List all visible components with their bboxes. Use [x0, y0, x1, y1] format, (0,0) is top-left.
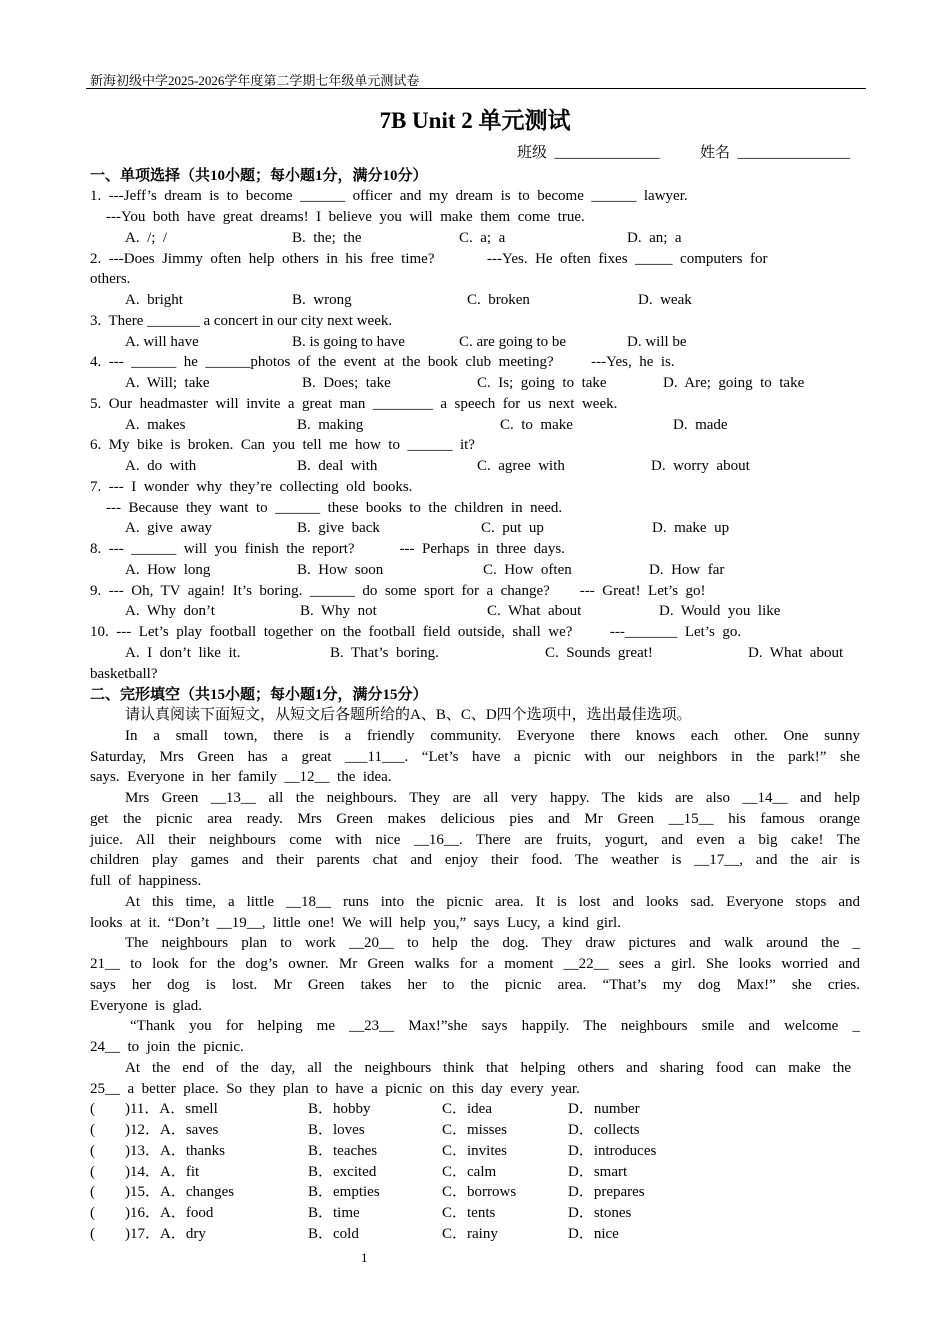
- q9-option-a[interactable]: A. Why don’t: [125, 603, 215, 619]
- q5-option-b[interactable]: B. making: [297, 417, 364, 433]
- cloze-q14-option-d[interactable]: D．smart: [568, 1164, 628, 1180]
- passage-line: juice. All their neighbours come with nice __16__. There are fruits, yogurt, and even a big cake! The: [90, 832, 860, 848]
- page-number: 1: [361, 1250, 368, 1265]
- q2-option-d[interactable]: D. weak: [638, 292, 692, 308]
- q7-option-d[interactable]: D. make up: [652, 520, 730, 536]
- passage-line: 25__ a better place. So they plan to have a picnic on this day every year.: [90, 1081, 580, 1097]
- passage-line: 24__ to join the picnic.: [90, 1039, 244, 1055]
- q10-option-c[interactable]: C. Sounds great!: [545, 645, 653, 661]
- q4-option-d[interactable]: D. Are; going to take: [663, 375, 805, 391]
- cloze-q13[interactable]: ( )13．A．thanks: [90, 1143, 225, 1159]
- q10-stem: 10. --- Let’s play football together on the football field outside, shall we? ---_______ Let’s go.: [90, 624, 742, 640]
- q4-option-a[interactable]: A. Will; take: [125, 375, 210, 391]
- passage-line: full of happiness.: [90, 873, 202, 889]
- q7-option-c[interactable]: C. put up: [481, 520, 544, 536]
- q7-option-b[interactable]: B. give back: [297, 520, 380, 536]
- q9-option-d[interactable]: D. Would you like: [659, 603, 781, 619]
- q8-option-a[interactable]: A. How long: [125, 562, 211, 578]
- cloze-q12[interactable]: ( )12．A．saves: [90, 1122, 219, 1138]
- q10-option-b[interactable]: B. That’s boring.: [330, 645, 439, 661]
- cloze-q16[interactable]: ( )16．A．food: [90, 1205, 214, 1221]
- q8-stem: 8. --- ______ will you finish the report? --- Perhaps in three days.: [90, 541, 565, 557]
- cloze-q15-option-d[interactable]: D．prepares: [568, 1184, 645, 1200]
- passage-line: Saturday, Mrs Green has a great ___11___. “Let’s have a picnic with our neighbors in the park!” she: [90, 749, 860, 765]
- q2-option-b[interactable]: B. wrong: [292, 292, 352, 308]
- cloze-q13-option-b[interactable]: B．teaches: [308, 1143, 378, 1159]
- cloze-q11-option-d[interactable]: D．number: [568, 1101, 640, 1117]
- q6-option-c[interactable]: C. agree with: [477, 458, 565, 474]
- passage-line: 21__ to look for the dog’s owner. Mr Green walks for a moment __22__ sees a girl. She looks worried and: [90, 956, 860, 972]
- page-title: 7B Unit 2 单元测试: [379, 108, 571, 133]
- q3-stem: 3. There _______ a concert in our city next week.: [90, 313, 393, 329]
- q6-stem: 6. My bike is broken. Can you tell me how to ______ it?: [90, 437, 475, 453]
- section1-title: 一、单项选择（共10小题；每小题1分，满分10分）: [90, 168, 428, 184]
- passage-line: looks at it. “Don’t __19__, little one! We will help you,” says Lucy, a kind girl.: [90, 915, 621, 931]
- q7-stem2: --- Because they want to ______ these books to the children in need.: [106, 500, 563, 516]
- q8-option-b[interactable]: B. How soon: [297, 562, 384, 578]
- cloze-q13-option-c[interactable]: C．invites: [442, 1143, 508, 1159]
- q2-option-a[interactable]: A. bright: [125, 292, 183, 308]
- cloze-q14-option-b[interactable]: B．excited: [308, 1164, 377, 1180]
- q2-stem: 2. ---Does Jimmy often help others in his free time? ---Yes. He often fixes _____ computers for: [90, 251, 768, 267]
- cloze-q12-option-c[interactable]: C．misses: [442, 1122, 508, 1138]
- q1-option-b[interactable]: B. the; the: [292, 230, 362, 246]
- cloze-q12-option-d[interactable]: D．collects: [568, 1122, 640, 1138]
- passage-line: says. Everyone in her family __12__ the idea.: [90, 769, 392, 785]
- cloze-q15-option-b[interactable]: B．empties: [308, 1184, 380, 1200]
- q10-option-d-continued: basketball?: [90, 666, 158, 682]
- q8-option-d[interactable]: D. How far: [649, 562, 725, 578]
- cloze-q17-option-b[interactable]: B．cold: [308, 1226, 359, 1242]
- q5-option-c[interactable]: C. to make: [500, 417, 573, 433]
- passage-line: Everyone is glad.: [90, 998, 203, 1014]
- cloze-q17-option-d[interactable]: D．nice: [568, 1226, 619, 1242]
- section2-title: 二、完形填空（共15小题；每小题1分，满分15分）: [90, 687, 428, 703]
- header-rule: [86, 88, 866, 89]
- q3-option-b[interactable]: B. is going to have: [292, 334, 405, 350]
- q10-option-d[interactable]: D. What about: [748, 645, 844, 661]
- passage-line: get the picnic area ready. Mrs Green makes delicious pies and Mr Green __15__ his famous orange: [90, 811, 860, 827]
- q6-option-a[interactable]: A. do with: [125, 458, 197, 474]
- cloze-q16-option-b[interactable]: B．time: [308, 1205, 360, 1221]
- q2-stem2: others.: [90, 271, 131, 287]
- q6-option-b[interactable]: B. deal with: [297, 458, 378, 474]
- cloze-q17[interactable]: ( )17．A．dry: [90, 1226, 206, 1242]
- cloze-q16-option-d[interactable]: D．stones: [568, 1205, 632, 1221]
- cloze-q11-option-c[interactable]: C．idea: [442, 1101, 492, 1117]
- q2-option-c[interactable]: C. broken: [467, 292, 530, 308]
- q4-stem: 4. --- ______ he ______photos of the event at the book club meeting? ---Yes, he is.: [90, 354, 675, 370]
- cloze-q14-option-c[interactable]: C．calm: [442, 1164, 497, 1180]
- q5-option-a[interactable]: A. makes: [125, 417, 186, 433]
- passage-line: At this time, a little __18__ runs into the picnic area. It is lost and looks sad. Everyone stops and: [125, 894, 860, 910]
- passage-line: “Thank you for helping me __23__ Max!”she says happily. The neighbours smile and welcome _: [130, 1018, 860, 1034]
- q1-stem2: ---You both have great dreams! I believe you will make them come true.: [106, 209, 585, 225]
- passage-line: says her dog is lost. Mr Green takes her to the picnic area. “That’s my dog Max!” she cries.: [90, 977, 860, 993]
- passage-line: Mrs Green __13__ all the neighbours. They are all very happy. The kids are also __14__ and help: [125, 790, 860, 806]
- q3-option-a[interactable]: A. will have: [125, 334, 199, 350]
- q4-option-b[interactable]: B. Does; take: [302, 375, 391, 391]
- cloze-q12-option-b[interactable]: B．loves: [308, 1122, 365, 1138]
- q1-stem: 1. ---Jeff’s dream is to become ______ officer and my dream is to become ______ lawyer.: [90, 188, 688, 204]
- cloze-q16-option-c[interactable]: C．tents: [442, 1205, 496, 1221]
- q8-option-c[interactable]: C. How often: [483, 562, 572, 578]
- q6-option-d[interactable]: D. worry about: [651, 458, 750, 474]
- class-field[interactable]: 班级 ______________: [517, 145, 660, 161]
- passage-line: The neighbours plan to work __20__ to help the dog. They draw pictures and walk around the _: [125, 935, 860, 951]
- q7-option-a[interactable]: A. give away: [125, 520, 213, 536]
- cloze-q14[interactable]: ( )14．A．fit: [90, 1164, 200, 1180]
- q9-stem: 9. --- Oh, TV again! It’s boring. ______ do some sport for a change? --- Great! Let’s go!: [90, 583, 706, 599]
- cloze-q17-option-c[interactable]: C．rainy: [442, 1226, 498, 1242]
- q1-option-a[interactable]: A. /; /: [125, 230, 168, 246]
- q5-option-d[interactable]: D. made: [673, 417, 728, 433]
- cloze-q11[interactable]: ( )11．A．smell: [90, 1101, 218, 1117]
- passage-line: children play games and their parents chat and enjoy their food. The weather is __17__, and the air is: [90, 852, 860, 868]
- q3-option-d[interactable]: D. will be: [627, 334, 687, 350]
- cloze-q11-option-b[interactable]: B．hobby: [308, 1101, 371, 1117]
- q10-option-a[interactable]: A. I don’t like it.: [125, 645, 241, 661]
- q5-stem: 5. Our headmaster will invite a great man ________ a speech for us next week.: [90, 396, 618, 412]
- cloze-q15-option-c[interactable]: C．borrows: [442, 1184, 517, 1200]
- q7-stem: 7. --- I wonder why they’re collecting old books.: [90, 479, 413, 495]
- passage-line: At the end of the day, all the neighbours think that helping others and sharing food can make the: [125, 1060, 851, 1076]
- q4-option-c[interactable]: C. Is; going to take: [477, 375, 607, 391]
- passage-line: In a small town, there is a friendly community. Everyone there knows each other. One sunny: [125, 728, 860, 744]
- cloze-instruction: 请认真阅读下面短文，从短文后各题所给的A、B、C、D四个选项中，选出最佳选项。: [125, 707, 692, 723]
- q1-option-c[interactable]: C. a; a: [459, 230, 506, 246]
- q9-option-b[interactable]: B. Why not: [300, 603, 377, 619]
- cloze-q13-option-d[interactable]: D．introduces: [568, 1143, 657, 1159]
- exam-header: 新海初级中学2025-2026学年度第二学期七年级单元测试卷: [90, 73, 420, 88]
- q3-option-c[interactable]: C. are going to be: [459, 334, 567, 350]
- q1-option-d[interactable]: D. an; a: [627, 230, 682, 246]
- name-field[interactable]: 姓名 _______________: [700, 145, 851, 161]
- q9-option-c[interactable]: C. What about: [487, 603, 582, 619]
- cloze-q15[interactable]: ( )15．A．changes: [90, 1184, 235, 1200]
